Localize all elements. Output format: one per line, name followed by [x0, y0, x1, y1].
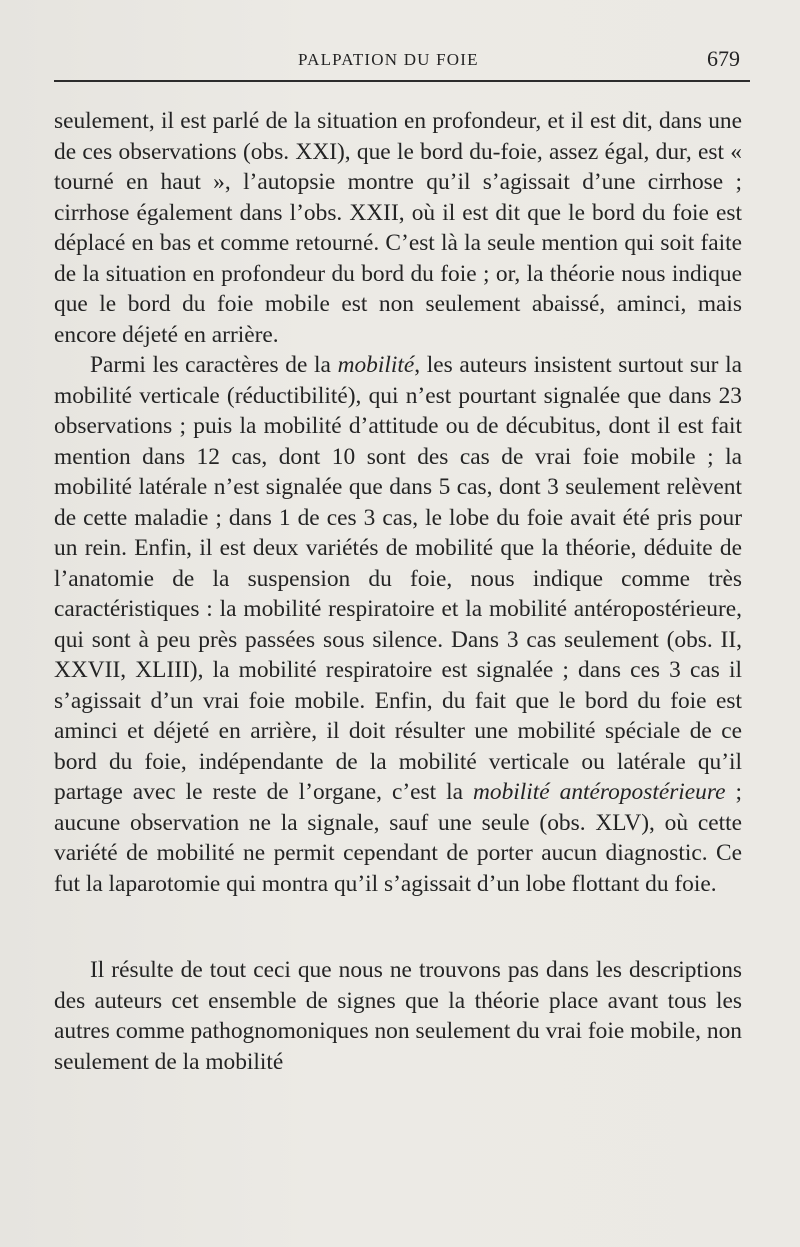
- paragraph-2-text-2: , les auteurs insistent surtout sur la mobilité verticale (réductibilité), qui n’est pourtant signalée que dans 23 observations ; puis la mobilité d’attitude ou de décubitus, dont il est fait mention dans 12 cas, dont 10 sont des cas de vrai foie mobile ; la mobilité latérale n’est signalée que dans 5 cas, dont 3 seulement relèvent de cette maladie ; dans 1 de ces 3 cas, le lobe du foie avait été pris pour un rein. Enfin, il est deux variétés de mobilité que la théorie, déduite de l’anatomie de la suspension du foie, nous indique comme très caractéristiques : la mobilité respiratoire et la mobilité antéropostérieure, qui sont à peu près passées sous silence. Dans 3 cas seulement (obs. II, XXVII, XLIII), la mobilité respiratoire est signalée ; dans ces 3 cas il s’agissait d’un vrai foie mobile. Enfin, du fait que le bord du foie est aminci et déjeté en arrière, il doit résulter une mobilité spéciale de ce bord du foie, indépendante de la mobilité verticale ou latérale qu’il partage avec le reste de l’organe, c’est la: [54, 352, 742, 805]
- paragraph-1: seulement, il est parlé de la situation en profondeur, et il est dit, dans une de ces observations (obs. XXI), que le bord du-foie, assez égal, dur, est « tourné en haut », l’autopsie montre qu’il s’agissait d’une cirrhose ; cirrhose également dans l’obs. XXII, où il est dit que le bord du foie est déplacé en bas et comme retourné. C’est là la seule mention qui soit faite de la situation en profondeur du bord du foie ; or, la théorie nous indique que le bord du foie mobile est non seulement abaissé, aminci, mais encore déjeté en arrière.: [54, 108, 742, 348]
- page-number: 679: [707, 46, 740, 71]
- body-text: [54, 106, 742, 1077]
- paragraph-2: [54, 350, 742, 899]
- emphasis-mobilite: mobilité: [337, 352, 415, 378]
- paragraph-3: Il résulte de tout ceci que nous ne trouvons pas dans les descriptions des auteurs cet ensemble de signes que la théorie place avant tous les autres comme pathognomoniques non seulement du vrai foie mobile, non seulement de la mobilité: [54, 957, 742, 1075]
- paragraph-2-text-3: ; aucune observation ne la signale, sauf une seule (obs. XLV), où cette variété de mobilité ne permit cependant de porter aucun diagnostic. Ce fut la laparotomie qui montra qu’il s’agissait d’un lobe flottant du foie.: [54, 779, 742, 897]
- running-title: PALPATION DU FOIE: [298, 50, 479, 69]
- emphasis-mobilite-anteroposterieure: mobilité antéropostérieure: [472, 779, 726, 805]
- page-header: [54, 38, 754, 78]
- paragraph-2-text-1: Parmi les caractères de la: [90, 352, 338, 378]
- header-rule: [54, 80, 750, 82]
